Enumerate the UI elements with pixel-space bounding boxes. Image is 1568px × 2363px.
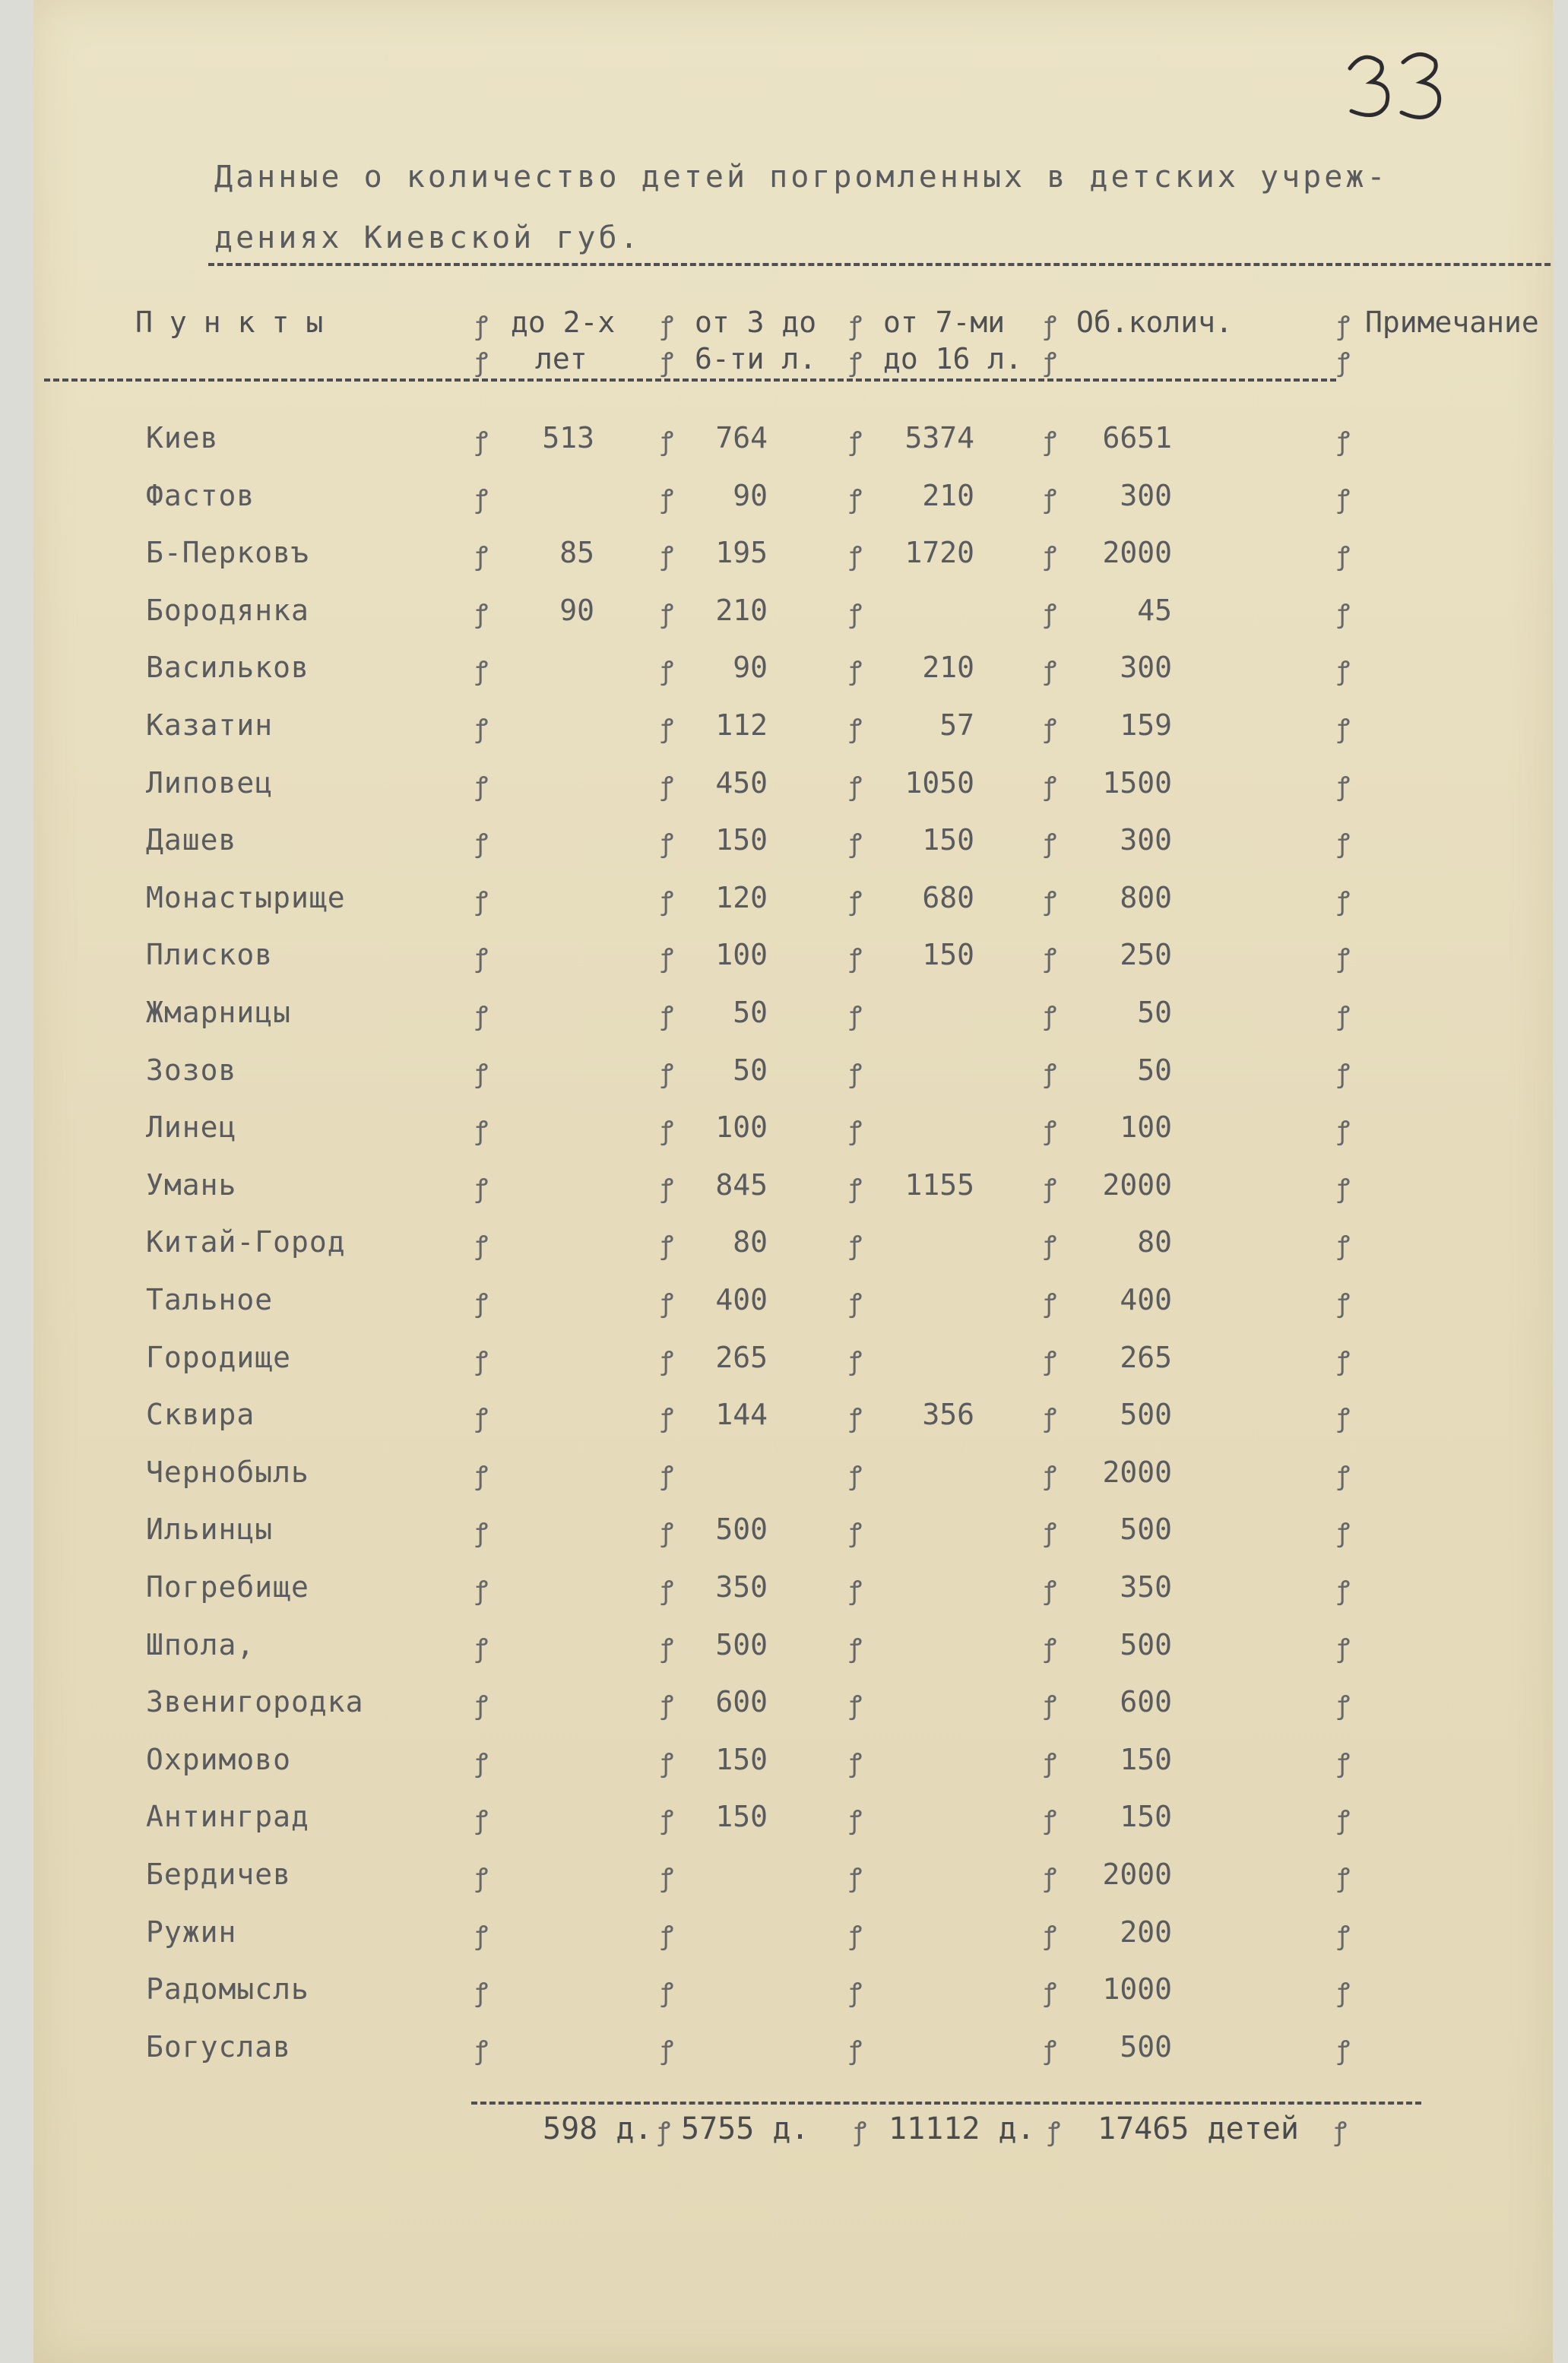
header-separator: ꝭ bbox=[850, 311, 863, 341]
column-separator: ꝭ bbox=[1044, 1863, 1057, 1893]
column-separator: ꝭ bbox=[661, 1403, 674, 1433]
column-separator: ꝭ bbox=[1044, 1921, 1057, 1951]
column-separator: ꝭ bbox=[850, 1231, 863, 1261]
column-separator: ꝭ bbox=[1044, 1633, 1057, 1664]
row-place-name: Городище bbox=[146, 1341, 292, 1374]
column-separator: ꝭ bbox=[476, 2035, 489, 2066]
column-separator: ꝭ bbox=[1044, 599, 1057, 629]
column-separator: ꝭ bbox=[850, 2035, 863, 2066]
cell-total: 50 bbox=[1137, 996, 1172, 1029]
header-separator: ꝭ bbox=[1044, 347, 1057, 378]
cell-total: 500 bbox=[1120, 1513, 1172, 1546]
column-separator: ꝭ bbox=[1338, 828, 1351, 859]
column-separator: ꝭ bbox=[661, 1174, 674, 1204]
column-separator: ꝭ bbox=[850, 1116, 863, 1146]
cell-age-0-2: 513 bbox=[542, 421, 594, 455]
cell-age-7-16: 57 bbox=[939, 708, 974, 742]
cell-age-3-6: 80 bbox=[733, 1225, 768, 1259]
row-place-name: Бердичев bbox=[146, 1858, 292, 1891]
column-separator: ꝭ bbox=[850, 1690, 863, 1721]
column-separator: ꝭ bbox=[1044, 1748, 1057, 1779]
column-separator: ꝭ bbox=[661, 1576, 674, 1606]
row-place-name: Радомысль bbox=[146, 1972, 309, 2006]
column-separator: ꝭ bbox=[1338, 1921, 1351, 1951]
cell-age-3-6: 210 bbox=[715, 594, 768, 627]
column-separator: ꝭ bbox=[1044, 1403, 1057, 1433]
header-age-3-6-line2: 6-ти л. bbox=[695, 342, 817, 375]
column-separator: ꝭ bbox=[850, 1288, 863, 1319]
row-place-name: Богуслав bbox=[146, 2030, 292, 2064]
totals-separator: ꝭ bbox=[854, 2117, 867, 2147]
column-separator: ꝭ bbox=[1044, 943, 1057, 974]
column-separator: ꝭ bbox=[661, 1288, 674, 1319]
cell-age-3-6: 764 bbox=[715, 421, 768, 455]
column-separator: ꝭ bbox=[661, 1346, 674, 1376]
total-age-3-6: 5755 д. bbox=[681, 2111, 809, 2146]
column-separator: ꝭ bbox=[476, 1116, 489, 1146]
cell-age-3-6: 144 bbox=[715, 1398, 768, 1431]
column-separator: ꝭ bbox=[476, 1863, 489, 1893]
cell-total: 100 bbox=[1120, 1110, 1172, 1144]
column-separator: ꝭ bbox=[661, 2035, 674, 2066]
cell-total: 45 bbox=[1137, 594, 1172, 627]
column-separator: ꝭ bbox=[1338, 943, 1351, 974]
column-separator: ꝭ bbox=[1338, 599, 1351, 629]
column-separator: ꝭ bbox=[1338, 886, 1351, 917]
column-separator: ꝭ bbox=[661, 1921, 674, 1951]
document-title-line-1: Данные о количество детей погромленных в детских учреж- bbox=[214, 160, 1389, 195]
column-separator: ꝭ bbox=[476, 1633, 489, 1664]
row-place-name: Киев bbox=[146, 421, 219, 455]
row-place-name: Казатин bbox=[146, 708, 274, 742]
column-separator: ꝭ bbox=[1044, 484, 1057, 515]
column-separator: ꝭ bbox=[1338, 2035, 1351, 2066]
column-separator: ꝭ bbox=[476, 1174, 489, 1204]
cell-age-3-6: 50 bbox=[733, 996, 768, 1029]
column-separator: ꝭ bbox=[1338, 1978, 1351, 2008]
header-age-3-6-line1: от 3 до bbox=[695, 306, 817, 339]
column-separator: ꝭ bbox=[1338, 426, 1351, 457]
column-separator: ꝭ bbox=[1338, 1346, 1351, 1376]
column-separator: ꝭ bbox=[850, 1059, 863, 1089]
column-separator: ꝭ bbox=[1044, 656, 1057, 686]
cell-total: 200 bbox=[1120, 1915, 1172, 1949]
column-separator: ꝭ bbox=[661, 656, 674, 686]
total-age-0-2: 598 д. bbox=[543, 2111, 653, 2146]
column-separator: ꝭ bbox=[661, 828, 674, 859]
column-separator: ꝭ bbox=[476, 656, 489, 686]
row-place-name: Бородянка bbox=[146, 594, 309, 627]
row-place-name: Сквира bbox=[146, 1398, 255, 1431]
cell-total: 500 bbox=[1120, 2030, 1172, 2064]
column-separator: ꝭ bbox=[661, 426, 674, 457]
column-separator: ꝭ bbox=[1338, 541, 1351, 572]
header-top-rule bbox=[208, 263, 1553, 266]
column-separator: ꝭ bbox=[1044, 1518, 1057, 1548]
column-separator: ꝭ bbox=[1338, 1059, 1351, 1089]
column-separator: ꝭ bbox=[1338, 714, 1351, 744]
row-place-name: Антинград bbox=[146, 1800, 309, 1833]
column-separator: ꝭ bbox=[661, 599, 674, 629]
totals-separator: ꝭ bbox=[1048, 2117, 1061, 2147]
cell-total: 1500 bbox=[1102, 766, 1172, 800]
column-separator: ꝭ bbox=[476, 1805, 489, 1836]
column-separator: ꝭ bbox=[1338, 1461, 1351, 1491]
column-separator: ꝭ bbox=[476, 1921, 489, 1951]
row-place-name: Китай-Город bbox=[146, 1225, 346, 1259]
column-separator: ꝭ bbox=[476, 1288, 489, 1319]
cell-age-3-6: 112 bbox=[715, 708, 768, 742]
cell-age-3-6: 150 bbox=[715, 1743, 768, 1776]
column-separator: ꝭ bbox=[1044, 1231, 1057, 1261]
header-separator: ꝭ bbox=[1338, 347, 1351, 378]
cell-age-3-6: 500 bbox=[715, 1628, 768, 1661]
column-separator: ꝭ bbox=[1044, 1174, 1057, 1204]
header-separator: ꝭ bbox=[476, 347, 489, 378]
column-separator: ꝭ bbox=[476, 1059, 489, 1089]
column-separator: ꝭ bbox=[1044, 1288, 1057, 1319]
column-separator: ꝭ bbox=[661, 1805, 674, 1836]
column-separator: ꝭ bbox=[850, 1633, 863, 1664]
column-separator: ꝭ bbox=[661, 1116, 674, 1146]
column-separator: ꝭ bbox=[850, 1978, 863, 2008]
column-separator: ꝭ bbox=[661, 1001, 674, 1031]
row-place-name: Васильков bbox=[146, 651, 309, 684]
column-separator: ꝭ bbox=[1338, 1863, 1351, 1893]
row-place-name: Линец bbox=[146, 1110, 237, 1144]
column-separator: ꝭ bbox=[1338, 1288, 1351, 1319]
column-separator: ꝭ bbox=[1338, 1174, 1351, 1204]
cell-total: 250 bbox=[1120, 938, 1172, 971]
column-separator: ꝭ bbox=[850, 1518, 863, 1548]
cell-age-3-6: 350 bbox=[715, 1570, 768, 1604]
column-separator: ꝭ bbox=[476, 1576, 489, 1606]
header-age-0-2-line2: лет bbox=[535, 342, 588, 375]
column-separator: ꝭ bbox=[661, 1690, 674, 1721]
header-age-7-16-line1: от 7-ми bbox=[883, 306, 1006, 339]
column-separator: ꝭ bbox=[1044, 1059, 1057, 1089]
column-separator: ꝭ bbox=[661, 1518, 674, 1548]
cell-age-7-16: 150 bbox=[922, 938, 974, 971]
header-separator: ꝭ bbox=[661, 347, 674, 378]
cell-age-7-16: 680 bbox=[922, 881, 974, 914]
total-all: 17465 детей bbox=[1098, 2111, 1299, 2146]
cell-age-7-16: 1720 bbox=[904, 536, 974, 569]
column-separator: ꝭ bbox=[661, 541, 674, 572]
cell-total: 2000 bbox=[1102, 1168, 1172, 1202]
column-separator: ꝭ bbox=[1338, 1403, 1351, 1433]
column-separator: ꝭ bbox=[850, 771, 863, 802]
column-separator: ꝭ bbox=[850, 1461, 863, 1491]
page-number-ink bbox=[1341, 46, 1455, 137]
header-separator: ꝭ bbox=[476, 311, 489, 341]
header-separator: ꝭ bbox=[661, 311, 674, 341]
cell-total: 6651 bbox=[1102, 421, 1172, 455]
column-separator: ꝭ bbox=[476, 828, 489, 859]
column-separator: ꝭ bbox=[850, 1921, 863, 1951]
cell-age-7-16: 210 bbox=[922, 479, 974, 512]
column-separator: ꝭ bbox=[476, 541, 489, 572]
cell-age-7-16: 210 bbox=[922, 651, 974, 684]
row-place-name: Ружин bbox=[146, 1915, 237, 1949]
cell-age-3-6: 100 bbox=[715, 938, 768, 971]
cell-age-3-6: 400 bbox=[715, 1283, 768, 1316]
column-separator: ꝭ bbox=[1044, 828, 1057, 859]
column-separator: ꝭ bbox=[476, 943, 489, 974]
cell-total: 800 bbox=[1120, 881, 1172, 914]
column-separator: ꝭ bbox=[1044, 541, 1057, 572]
column-separator: ꝭ bbox=[476, 1001, 489, 1031]
cell-age-0-2: 90 bbox=[559, 594, 594, 627]
cell-total: 400 bbox=[1120, 1283, 1172, 1316]
column-separator: ꝭ bbox=[1044, 426, 1057, 457]
cell-age-3-6: 265 bbox=[715, 1341, 768, 1374]
column-separator: ꝭ bbox=[476, 1346, 489, 1376]
column-separator: ꝭ bbox=[1044, 1978, 1057, 2008]
cell-total: 2000 bbox=[1102, 536, 1172, 569]
column-separator: ꝭ bbox=[661, 1748, 674, 1779]
column-separator: ꝭ bbox=[476, 1748, 489, 1779]
header-points: Пункты bbox=[135, 306, 341, 339]
cell-age-3-6: 450 bbox=[715, 766, 768, 800]
column-separator: ꝭ bbox=[850, 1805, 863, 1836]
cell-age-3-6: 600 bbox=[715, 1685, 768, 1718]
header-age-7-16-line2: до 16 л. bbox=[883, 342, 1023, 375]
row-place-name: Зозов bbox=[146, 1053, 237, 1087]
cell-total: 2000 bbox=[1102, 1455, 1172, 1489]
column-separator: ꝭ bbox=[476, 1978, 489, 2008]
row-place-name: Шпола, bbox=[146, 1628, 255, 1661]
column-separator: ꝭ bbox=[850, 1174, 863, 1204]
column-separator: ꝭ bbox=[661, 886, 674, 917]
cell-age-3-6: 90 bbox=[733, 479, 768, 512]
cell-total: 1000 bbox=[1102, 1972, 1172, 2006]
column-separator: ꝭ bbox=[850, 714, 863, 744]
cell-total: 150 bbox=[1120, 1743, 1172, 1776]
cell-age-3-6: 120 bbox=[715, 881, 768, 914]
row-place-name: Фастов bbox=[146, 479, 255, 512]
cell-total: 300 bbox=[1120, 479, 1172, 512]
cell-age-7-16: 1155 bbox=[904, 1168, 974, 1202]
row-place-name: Б-Перковъ bbox=[146, 536, 309, 569]
cell-age-3-6: 195 bbox=[715, 536, 768, 569]
cell-total: 350 bbox=[1120, 1570, 1172, 1604]
row-place-name: Плисков bbox=[146, 938, 274, 971]
column-separator: ꝭ bbox=[850, 541, 863, 572]
header-separator: ꝭ bbox=[1338, 311, 1351, 341]
row-place-name: Охримово bbox=[146, 1743, 292, 1776]
totals-separator: ꝭ bbox=[1335, 2117, 1348, 2147]
row-place-name: Звенигородка bbox=[146, 1685, 364, 1718]
row-place-name: Монастырище bbox=[146, 881, 346, 914]
row-place-name: Чернобыль bbox=[146, 1455, 309, 1489]
cell-total: 2000 bbox=[1102, 1858, 1172, 1891]
cell-total: 80 bbox=[1137, 1225, 1172, 1259]
column-separator: ꝭ bbox=[850, 656, 863, 686]
cell-total: 600 bbox=[1120, 1685, 1172, 1718]
column-separator: ꝭ bbox=[1044, 1805, 1057, 1836]
column-separator: ꝭ bbox=[1044, 714, 1057, 744]
cell-total: 500 bbox=[1120, 1398, 1172, 1431]
column-separator: ꝭ bbox=[1338, 1805, 1351, 1836]
column-separator: ꝭ bbox=[1044, 1576, 1057, 1606]
column-separator: ꝭ bbox=[850, 1863, 863, 1893]
cell-age-0-2: 85 bbox=[559, 536, 594, 569]
column-separator: ꝭ bbox=[1044, 1690, 1057, 1721]
row-place-name: Липовец bbox=[146, 766, 274, 800]
column-separator: ꝭ bbox=[1338, 484, 1351, 515]
cell-age-3-6: 500 bbox=[715, 1513, 768, 1546]
column-separator: ꝭ bbox=[661, 1231, 674, 1261]
column-separator: ꝭ bbox=[661, 1863, 674, 1893]
cell-total: 150 bbox=[1120, 1800, 1172, 1833]
cell-age-3-6: 90 bbox=[733, 651, 768, 684]
column-separator: ꝭ bbox=[1044, 1346, 1057, 1376]
column-separator: ꝭ bbox=[1044, 886, 1057, 917]
column-separator: ꝭ bbox=[850, 1346, 863, 1376]
column-separator: ꝭ bbox=[476, 1403, 489, 1433]
column-separator: ꝭ bbox=[1044, 771, 1057, 802]
column-separator: ꝭ bbox=[476, 484, 489, 515]
cell-age-7-16: 5374 bbox=[904, 421, 974, 455]
row-place-name: Умань bbox=[146, 1168, 237, 1202]
row-place-name: Тальное bbox=[146, 1283, 274, 1316]
column-separator: ꝭ bbox=[850, 426, 863, 457]
column-separator: ꝭ bbox=[1338, 1748, 1351, 1779]
header-notes: Примечание bbox=[1365, 306, 1539, 339]
cell-age-3-6: 50 bbox=[733, 1053, 768, 1087]
document-page bbox=[33, 0, 1553, 2363]
column-separator: ꝭ bbox=[1338, 1576, 1351, 1606]
header-separator: ꝭ bbox=[1044, 311, 1057, 341]
header-separator: ꝭ bbox=[850, 347, 863, 378]
column-separator: ꝭ bbox=[661, 1633, 674, 1664]
column-separator: ꝭ bbox=[1338, 771, 1351, 802]
cell-age-3-6: 150 bbox=[715, 1800, 768, 1833]
column-separator: ꝭ bbox=[476, 1461, 489, 1491]
header-total: Об.колич. bbox=[1076, 306, 1233, 339]
row-place-name: Ильинцы bbox=[146, 1513, 274, 1546]
column-separator: ꝭ bbox=[661, 1461, 674, 1491]
column-separator: ꝭ bbox=[1338, 1001, 1351, 1031]
column-separator: ꝭ bbox=[850, 1403, 863, 1433]
column-separator: ꝭ bbox=[850, 886, 863, 917]
cell-age-7-16: 356 bbox=[922, 1398, 974, 1431]
column-separator: ꝭ bbox=[1338, 656, 1351, 686]
totals-separator: ꝭ bbox=[658, 2117, 671, 2147]
column-separator: ꝭ bbox=[850, 1748, 863, 1779]
cell-age-3-6: 845 bbox=[715, 1168, 768, 1202]
cell-total: 500 bbox=[1120, 1628, 1172, 1661]
handwritten-page-number bbox=[1341, 46, 1455, 137]
column-separator: ꝭ bbox=[850, 1576, 863, 1606]
column-separator: ꝭ bbox=[1044, 1116, 1057, 1146]
cell-age-3-6: 150 bbox=[715, 823, 768, 857]
column-separator: ꝭ bbox=[661, 771, 674, 802]
column-separator: ꝭ bbox=[476, 426, 489, 457]
totals-rule bbox=[471, 2102, 1421, 2105]
header-age-0-2-line1: до 2-х bbox=[511, 306, 616, 339]
row-place-name: Жмарницы bbox=[146, 996, 292, 1029]
column-separator: ꝭ bbox=[661, 943, 674, 974]
column-separator: ꝭ bbox=[661, 1978, 674, 2008]
column-separator: ꝭ bbox=[476, 886, 489, 917]
column-separator: ꝭ bbox=[1338, 1518, 1351, 1548]
header-bottom-rule bbox=[44, 379, 1336, 382]
document-title-line-2: дениях Киевской губ. bbox=[214, 220, 641, 255]
column-separator: ꝭ bbox=[850, 828, 863, 859]
column-separator: ꝭ bbox=[1338, 1231, 1351, 1261]
cell-total: 50 bbox=[1137, 1053, 1172, 1087]
column-separator: ꝭ bbox=[850, 943, 863, 974]
column-separator: ꝭ bbox=[476, 1518, 489, 1548]
cell-total: 300 bbox=[1120, 651, 1172, 684]
column-separator: ꝭ bbox=[850, 1001, 863, 1031]
column-separator: ꝭ bbox=[661, 484, 674, 515]
column-separator: ꝭ bbox=[661, 1059, 674, 1089]
cell-age-3-6: 100 bbox=[715, 1110, 768, 1144]
row-place-name: Дашев bbox=[146, 823, 237, 857]
column-separator: ꝭ bbox=[476, 771, 489, 802]
column-separator: ꝭ bbox=[661, 714, 674, 744]
cell-age-7-16: 150 bbox=[922, 823, 974, 857]
column-separator: ꝭ bbox=[1338, 1633, 1351, 1664]
column-separator: ꝭ bbox=[850, 484, 863, 515]
column-separator: ꝭ bbox=[476, 1231, 489, 1261]
column-separator: ꝭ bbox=[1044, 1001, 1057, 1031]
cell-total: 265 bbox=[1120, 1341, 1172, 1374]
cell-total: 159 bbox=[1120, 708, 1172, 742]
column-separator: ꝭ bbox=[476, 1690, 489, 1721]
column-separator: ꝭ bbox=[1338, 1690, 1351, 1721]
total-age-7-16: 11112 д. bbox=[889, 2111, 1035, 2146]
column-separator: ꝭ bbox=[1044, 2035, 1057, 2066]
column-separator: ꝭ bbox=[1338, 1116, 1351, 1146]
column-separator: ꝭ bbox=[476, 714, 489, 744]
column-separator: ꝭ bbox=[850, 599, 863, 629]
column-separator: ꝭ bbox=[1044, 1461, 1057, 1491]
row-place-name: Погребище bbox=[146, 1570, 309, 1604]
column-separator: ꝭ bbox=[476, 599, 489, 629]
cell-age-7-16: 1050 bbox=[904, 766, 974, 800]
cell-total: 300 bbox=[1120, 823, 1172, 857]
